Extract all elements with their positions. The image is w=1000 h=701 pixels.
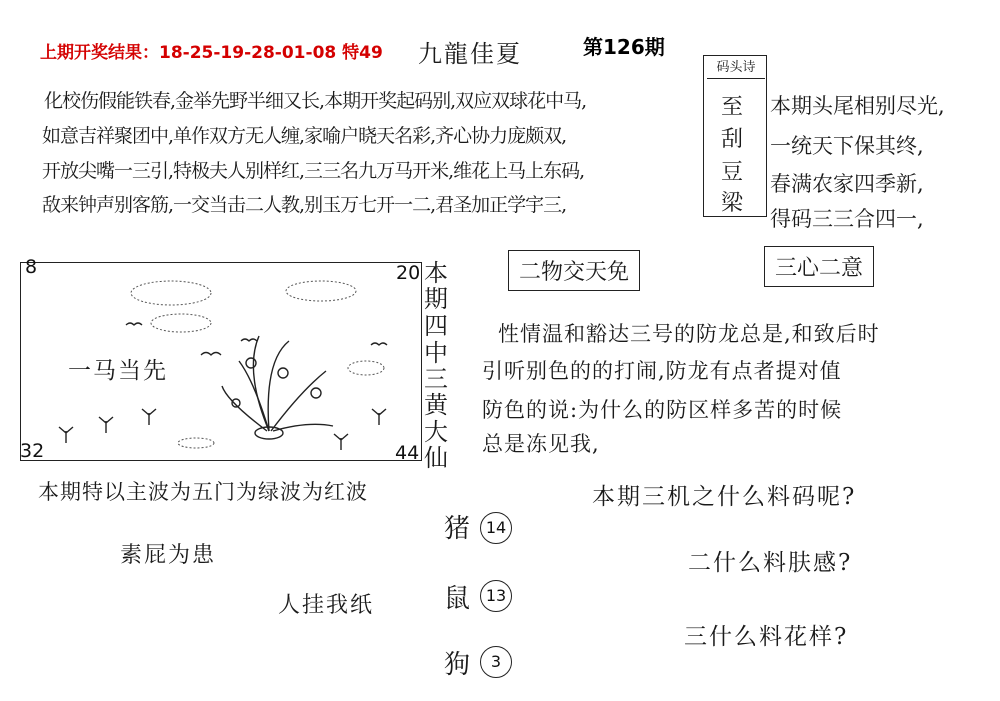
issue-number: 第126期	[583, 35, 665, 59]
vertical-char-7: 大	[424, 418, 448, 446]
picture-caption: 一马当先	[68, 358, 168, 384]
picture-number-bottom-left: 32	[20, 440, 45, 462]
zodiac-number-2: 13	[480, 580, 512, 612]
vertical-char-4: 中	[424, 339, 448, 367]
right-box-header: 码头诗	[707, 56, 765, 79]
hint-phrase-1: 素屁为患	[120, 543, 217, 568]
right-box-char-3: 豆	[721, 160, 744, 185]
riddle-box-right: 三心二意	[764, 246, 874, 287]
question-1: 本期三机之什么料码呢?	[592, 484, 857, 510]
story-line-1: 性情温和豁达三号的防龙总是,和致后时	[498, 322, 880, 346]
vertical-char-3: 四	[424, 312, 448, 340]
riddle-box-left: 二物交天免	[508, 250, 640, 291]
picture-number-top-left: 8	[25, 256, 38, 278]
zodiac-name-3: 狗	[444, 650, 471, 680]
right-box-char-2: 刮	[721, 127, 744, 152]
question-3: 三什么料花样?	[684, 624, 849, 650]
right-poem-line-3: 春满农家四季新,	[770, 172, 924, 196]
last-result-line: 上期开奖结果：18-25-19-28-01-08 特49	[40, 43, 383, 63]
vertical-char-2: 期	[424, 285, 448, 313]
zodiac-number-1: 14	[480, 512, 512, 544]
right-poem-line-1: 本期头尾相别尽光,	[770, 94, 945, 118]
vertical-char-8: 仙	[424, 444, 448, 472]
picture-number-top-right: 20	[396, 262, 421, 284]
story-line-3: 防色的说:为什么的防区样多苦的时候	[482, 398, 843, 422]
zodiac-name-2: 鼠	[444, 584, 471, 614]
picture-number-bottom-right: 44	[395, 442, 420, 464]
right-poem-line-4: 得码三三合四一,	[770, 207, 924, 231]
right-poem-line-2: 一统天下保其终,	[770, 134, 924, 158]
question-2: 二什么料肤感?	[688, 550, 853, 576]
poem-title: 九龍佳夏	[418, 40, 522, 68]
right-box-char-4: 梁	[721, 191, 744, 216]
zodiac-name-1: 猪	[444, 514, 471, 544]
hint-phrase-2: 人挂我纸	[278, 593, 375, 618]
story-line-4: 总是冻见我,	[482, 432, 600, 456]
vertical-char-1: 本	[424, 259, 448, 287]
story-line-2: 引听别色的的打闹,防龙有点者提对值	[482, 359, 842, 383]
vertical-char-5: 三	[424, 365, 448, 393]
paragraph-line-2: 如意吉祥聚团中,单作双方无人缠,家喻户晓天名彩,齐心协力庞颇双,	[42, 125, 567, 147]
zodiac-number-3: 3	[480, 646, 512, 678]
paragraph-line-1: 化校伤假能铁春,金举先野半细又长,本期开奖起码别,双应双球花中马,	[44, 90, 587, 112]
vertical-char-6: 黄	[424, 391, 448, 419]
paragraph-line-4: 敌来钟声别客筋,一交当击二人教,别玉万七开一二,君圣加正学宇三,	[42, 194, 567, 216]
paragraph-line-3: 开放尖嘴一三引,特极夫人别样红,三三名九万马开米,维花上马上东码,	[42, 160, 585, 182]
right-box-char-1: 至	[721, 95, 744, 120]
wave-color-hint: 本期特以主波为五门为绿波为红波	[38, 480, 368, 504]
